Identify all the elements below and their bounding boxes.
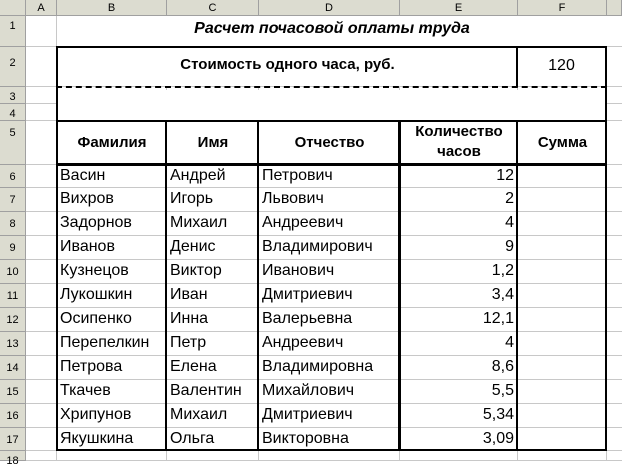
cell-hours[interactable]: 8,6 <box>491 358 514 375</box>
cell-sum[interactable] <box>518 382 605 402</box>
row-header-9[interactable]: 9 <box>0 236 26 260</box>
cell-name[interactable]: Денис <box>170 238 216 255</box>
border-top-rate <box>56 46 607 48</box>
row-header-8[interactable]: 8 <box>0 212 26 236</box>
row-header-12[interactable]: 12 <box>0 308 26 332</box>
gridline-horizontal <box>26 427 622 428</box>
gridline-horizontal <box>26 211 622 212</box>
cell-sum[interactable] <box>518 358 605 378</box>
gridline-horizontal <box>26 307 622 308</box>
cell-patronymic[interactable]: Львович <box>262 190 324 207</box>
gridline-horizontal <box>26 379 622 380</box>
row-header-1[interactable]: 1 <box>0 16 26 47</box>
gridline-horizontal <box>26 259 622 260</box>
gridline-horizontal <box>26 403 622 404</box>
cell-hours[interactable]: 4 <box>505 334 514 351</box>
cell-patronymic[interactable]: Владимировна <box>262 358 374 375</box>
select-all-corner[interactable] <box>0 0 26 16</box>
cell-name[interactable]: Михаил <box>170 406 228 423</box>
cell-patronymic[interactable]: Петрович <box>262 167 333 184</box>
row-header-11[interactable]: 11 <box>0 284 26 308</box>
cell-hours[interactable]: 3,4 <box>491 286 514 303</box>
cell-sum[interactable] <box>518 214 605 234</box>
row-header-13[interactable]: 13 <box>0 332 26 356</box>
cell-name[interactable]: Петр <box>170 334 207 351</box>
cell-surname[interactable]: Осипенко <box>60 310 132 327</box>
row-header-6[interactable]: 6 <box>0 165 26 188</box>
cell-hours[interactable]: 1,2 <box>491 262 514 279</box>
column-header-b[interactable]: B <box>57 0 167 16</box>
gridline-horizontal <box>26 187 622 188</box>
cell-name[interactable]: Инна <box>170 310 209 327</box>
cell-hours[interactable]: 5,5 <box>491 382 514 399</box>
header-surname: Фамилия <box>77 134 147 151</box>
cell-surname[interactable]: Перепелкин <box>60 334 150 351</box>
cell-name[interactable]: Михаил <box>170 214 228 231</box>
gridline-horizontal <box>26 235 622 236</box>
column-header-c[interactable]: C <box>167 0 259 16</box>
rate-label: Стоимость одного часа, руб. <box>180 56 395 73</box>
border-top-header <box>56 120 607 122</box>
column-header-d[interactable]: D <box>259 0 400 16</box>
gridline-horizontal <box>26 283 622 284</box>
cell-sum[interactable] <box>518 262 605 282</box>
row-header-14[interactable]: 14 <box>0 356 26 380</box>
border-right <box>605 46 607 451</box>
row-header-16[interactable]: 16 <box>0 404 26 428</box>
cell-surname[interactable]: Ткачев <box>60 382 111 399</box>
cell-sum[interactable] <box>518 286 605 306</box>
cell-hours[interactable]: 2 <box>505 190 514 207</box>
cell-surname[interactable]: Задорнов <box>60 214 132 231</box>
blank-merged-area <box>57 90 606 120</box>
row-header-3[interactable]: 3 <box>0 87 26 104</box>
header-hours-line2: часов <box>437 143 481 160</box>
cell-hours[interactable]: 9 <box>505 238 514 255</box>
row-header-2[interactable]: 2 <box>0 47 26 87</box>
column-header-filler <box>607 0 622 16</box>
header-sum: Сумма <box>537 134 588 151</box>
cell-name[interactable]: Виктор <box>170 262 222 279</box>
rate-value[interactable]: 120 <box>548 57 575 74</box>
cell-patronymic[interactable]: Дмитриевич <box>262 286 353 303</box>
gridline-horizontal <box>26 331 622 332</box>
row-header-10[interactable]: 10 <box>0 260 26 284</box>
cell-patronymic[interactable]: Владимирович <box>262 238 373 255</box>
cell-name[interactable]: Игорь <box>170 190 214 207</box>
cell-hours[interactable]: 4 <box>505 214 514 231</box>
sheet-title: Расчет почасовой оплаты труда <box>194 20 470 37</box>
cell-sum[interactable] <box>518 238 605 258</box>
cell-patronymic[interactable]: Дмитриевич <box>262 406 353 423</box>
cell-name[interactable]: Елена <box>170 358 217 375</box>
column-header-f[interactable]: F <box>518 0 607 16</box>
gridline-horizontal <box>26 355 622 356</box>
header-hours-line1: Количество <box>415 123 503 140</box>
header-patronymic: Отчество <box>294 134 365 151</box>
cell-patronymic[interactable]: Викторовна <box>262 430 349 447</box>
cell-patronymic[interactable]: Михайлович <box>262 382 355 399</box>
column-header-e[interactable]: E <box>400 0 518 16</box>
cell-surname[interactable]: Лукошкин <box>60 286 133 303</box>
cell-patronymic[interactable]: Андреевич <box>262 214 344 231</box>
header-name: Имя <box>197 134 229 151</box>
border-dashed-rate-bottom <box>56 86 607 88</box>
row-header-7[interactable]: 7 <box>0 188 26 212</box>
column-header-a[interactable]: A <box>26 0 57 16</box>
cell-surname[interactable]: Якушкина <box>60 430 134 447</box>
row-header-5[interactable]: 5 <box>0 121 26 165</box>
cell-surname[interactable]: Хрипунов <box>60 406 132 423</box>
cell-patronymic[interactable]: Иванович <box>262 262 335 279</box>
cell-surname[interactable]: Иванов <box>60 238 115 255</box>
cell-sum[interactable] <box>518 430 605 450</box>
cell-sum[interactable] <box>518 406 605 426</box>
cell-sum[interactable] <box>518 167 605 187</box>
cell-sum[interactable] <box>518 334 605 354</box>
border-header-bottom <box>56 163 607 166</box>
row-header-4[interactable]: 4 <box>0 104 26 121</box>
cell-name[interactable]: Ольга <box>170 430 215 447</box>
cell-hours[interactable]: 12,1 <box>482 310 514 327</box>
cell-patronymic[interactable]: Андреевич <box>262 334 344 351</box>
cell-sum[interactable] <box>518 190 605 210</box>
cell-surname[interactable]: Петрова <box>60 358 123 375</box>
cell-hours[interactable]: 12 <box>496 167 514 184</box>
cell-sum[interactable] <box>518 310 605 330</box>
row-header-17[interactable]: 17 <box>0 428 26 451</box>
row-header-18[interactable]: 18 <box>0 451 26 461</box>
cell-hours[interactable]: 5,34 <box>482 406 514 423</box>
cell-name[interactable]: Андрей <box>170 167 226 184</box>
cell-surname[interactable]: Вихров <box>60 190 114 207</box>
cell-surname[interactable]: Васин <box>60 167 106 184</box>
row-header-15[interactable]: 15 <box>0 380 26 404</box>
cell-surname[interactable]: Кузнецов <box>60 262 129 279</box>
cell-name[interactable]: Иван <box>170 286 208 303</box>
cell-patronymic[interactable]: Валерьевна <box>262 310 353 327</box>
cell-name[interactable]: Валентин <box>170 382 242 399</box>
cell-hours[interactable]: 3,09 <box>482 430 514 447</box>
